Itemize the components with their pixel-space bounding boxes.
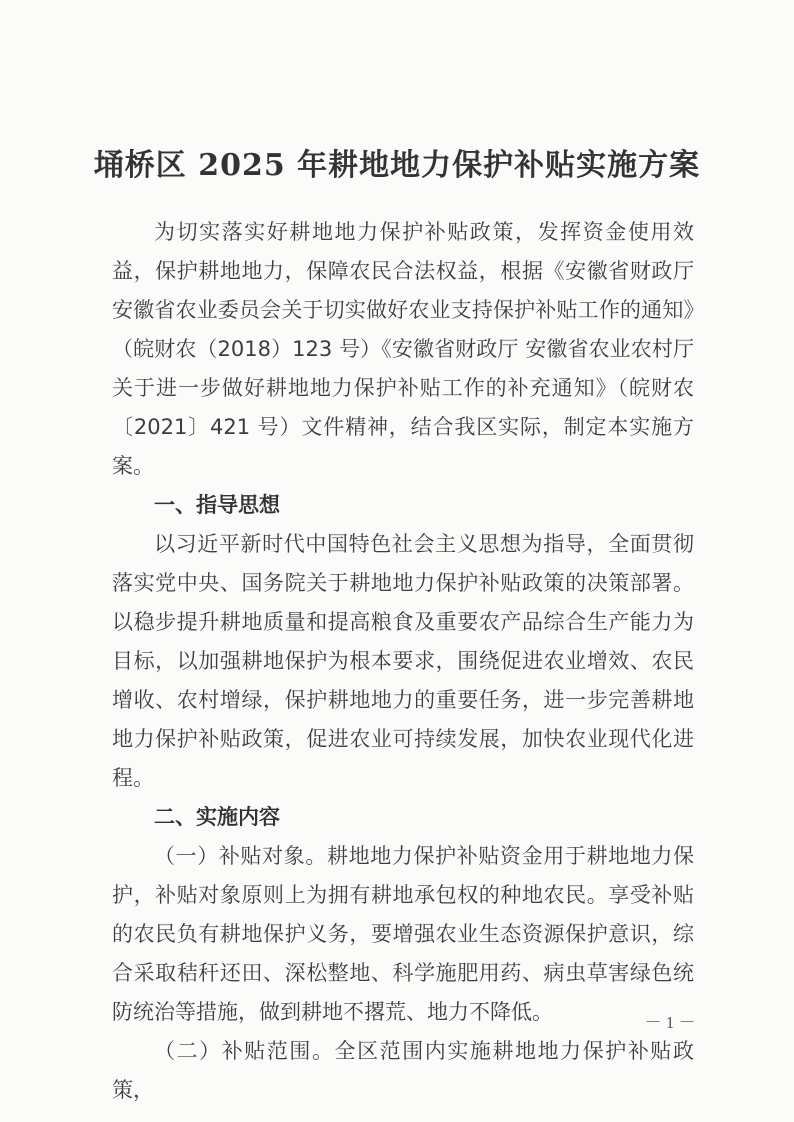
guiding-ideology-paragraph: 以习近平新时代中国特色社会主义思想为指导，全面贯彻落实党中央、国务院关于耕地地力保护补贴政策的决策部署。以稳步提升耕地质量和提高粮食及重要农产品综合生产能力为目标，以加强耕地保护为根本要求，围绕促进农业增效、农民增收、农村增绿，保护耕地地力的重要任务，进一步完善耕地地力保护补贴政策，促进农业可持续发展，加快农业现代化进程。: [112, 532, 694, 790]
subsidy-scope-paragraph: （二）补贴范围。全区范围内实施耕地地力保护补贴政策，: [112, 1039, 694, 1102]
section-heading-guiding-ideology: 一、指导思想: [154, 493, 280, 517]
document-title: 埇桥区 2025 年耕地地力保护补贴实施方案: [93, 148, 701, 183]
intro-paragraph: 为切实落实好耕地地力保护补贴政策，发挥资金使用效益，保护耕地地力，保障农民合法权益，根据《安徽省财政厅 安徽省农业委员会关于切实做好农业支持保护补贴工作的通知》（皖财农（2018）123 号）《安徽省财政厅 安徽省农业农村厅关于进一步做好耕地地力保护补贴工作的补充通知》（皖财农〔2021〕421 号）文件精神，结合我区实际，制定本实施方案。: [112, 220, 694, 478]
page-number: － 1 －: [644, 1013, 696, 1032]
document-body: [112, 213, 694, 1110]
section-heading-implementation-content: 二、实施内容: [154, 805, 280, 829]
subsidy-target-paragraph: （一）补贴对象。耕地地力保护补贴资金用于耕地地力保护，补贴对象原则上为拥有耕地承包权的种地农民。享受补贴的农民负有耕地保护义务，要增强农业生态资源保护意识，综合采取秸秆还田、深松整地、科学施肥用药、病虫草害绿色统防统治等措施，做到耕地不撂荒、地力不降低。: [112, 844, 694, 1024]
